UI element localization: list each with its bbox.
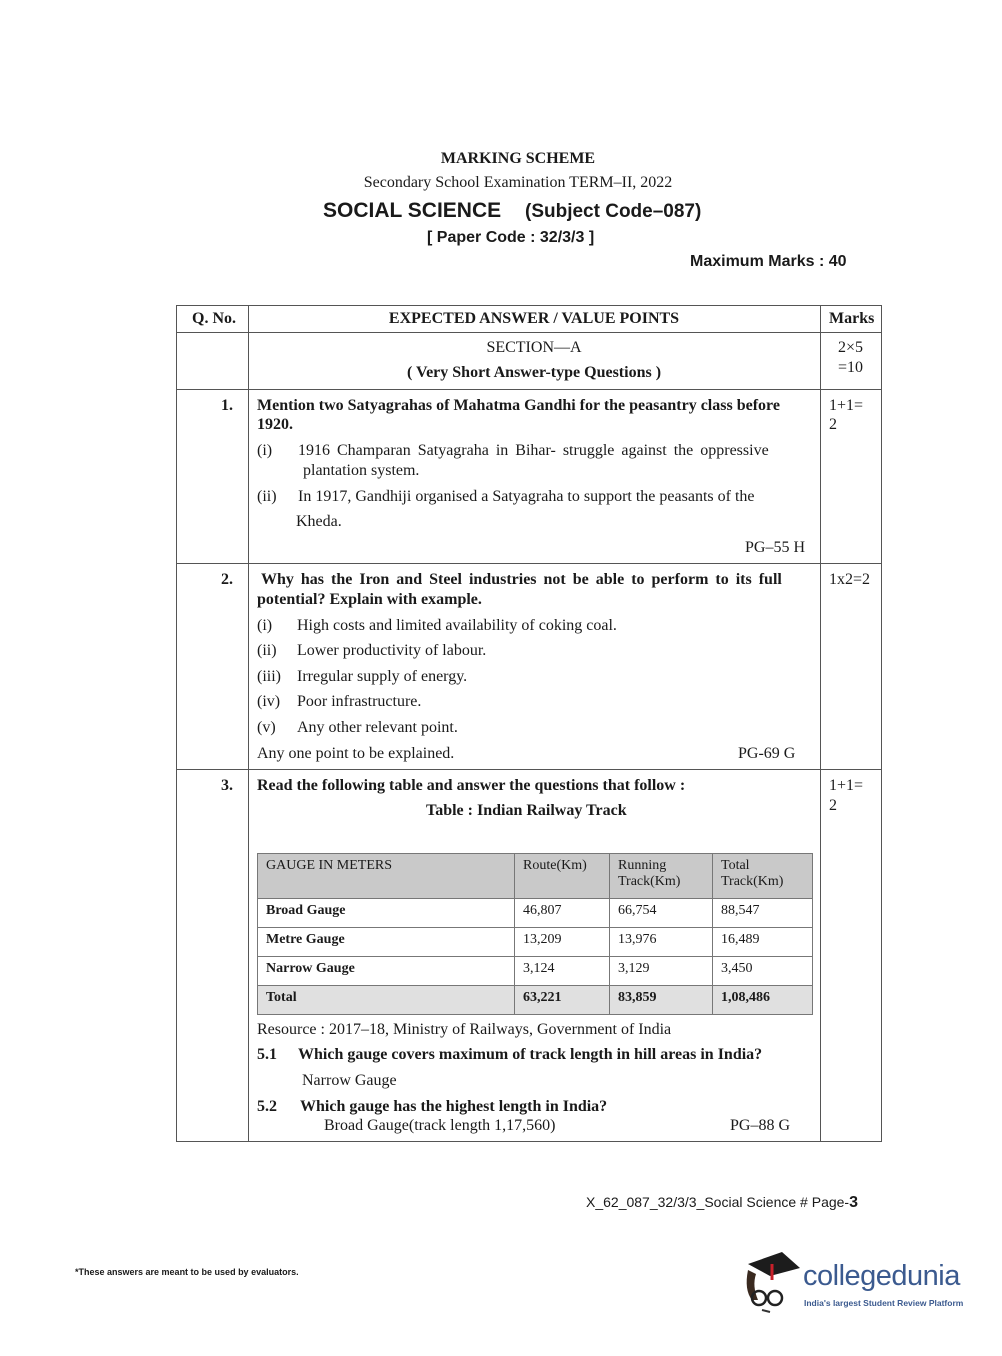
q1-question-cont: 1920. — [257, 416, 293, 433]
q2-point-num: (ii) — [257, 642, 277, 659]
q2-number: 2. — [221, 571, 233, 588]
cell: 3,124 — [515, 957, 610, 986]
section-marks-total: =10 — [838, 359, 864, 376]
cell: Narrow Gauge — [258, 957, 515, 986]
collegedunia-logo: collegedunia — [803, 1260, 960, 1292]
page-reference — [586, 1194, 858, 1212]
table-divider — [820, 305, 821, 1142]
subq-question: Which gauge covers maximum of track length in hill areas in India? — [298, 1046, 763, 1063]
header-cell: Running Track(Km) — [610, 854, 713, 899]
q1-marks-total: 2 — [829, 416, 837, 433]
q1-number: 1. — [221, 397, 233, 414]
table-divider — [176, 563, 882, 564]
cell: 13,976 — [610, 928, 713, 957]
q2-point-num: (i) — [257, 617, 273, 634]
subq-answer: Broad Gauge(track length 1,17,560) — [324, 1117, 556, 1134]
q2-page-ref: PG-69 G — [738, 745, 796, 762]
page-number: 3 — [849, 1194, 858, 1211]
q3-number: 3. — [221, 777, 233, 794]
cell: 88,547 — [713, 899, 813, 928]
collegedunia-mascot-icon — [742, 1250, 802, 1314]
cell: 13,209 — [515, 928, 610, 957]
logo-tagline: India's largest Student Review Platform — [804, 1298, 964, 1308]
cell: 63,221 — [515, 986, 610, 1015]
q3-marks-total: 2 — [829, 797, 837, 814]
header-cell: Route(Km) — [515, 854, 610, 899]
cell: 3,450 — [713, 957, 813, 986]
cell: Total — [258, 986, 515, 1015]
subq-question: Which gauge has the highest length in India? — [300, 1098, 608, 1115]
subq-number: 5.2 — [257, 1098, 277, 1115]
table-row — [258, 928, 813, 957]
q2-note: Any one point to be explained. — [257, 745, 455, 762]
table-border — [176, 305, 882, 306]
subject-title: SOCIAL SCIENCE — [323, 199, 502, 222]
table-row — [258, 957, 813, 986]
q1-point: 1916 Champaran Satyagraha in Bihar- struggle against the oppressive — [298, 442, 769, 459]
subq-number: 5.1 — [257, 1046, 277, 1063]
table-border — [176, 1141, 882, 1142]
q2-point: Irregular supply of energy. — [297, 668, 468, 685]
doc-title: MARKING SCHEME — [440, 150, 596, 167]
q1-marks: 1+1= — [829, 397, 864, 414]
cell: 46,807 — [515, 899, 610, 928]
subject-code: (Subject Code–087) — [525, 201, 702, 222]
q2-marks: 1x2=2 — [829, 571, 871, 588]
table-source: Resource : 2017–18, Ministry of Railways, Government of India — [257, 1021, 672, 1038]
q1-point: In 1917, Gandhiji organised a Satyagraha to support the peasants of the — [298, 488, 755, 505]
q2-question-cont: potential? Explain with example. — [257, 591, 482, 608]
section-marks: 2×5 — [838, 339, 864, 356]
table-divider — [176, 769, 882, 770]
header-cell: GAUGE IN METERS — [258, 854, 515, 899]
cell: 3,129 — [610, 957, 713, 986]
subq-answer: Narrow Gauge — [302, 1072, 397, 1089]
table-border — [176, 305, 177, 1142]
q1-point-cont: Kheda. — [296, 513, 342, 530]
q1-page-ref: PG–55 H — [745, 539, 806, 556]
section-title: SECTION—A — [486, 339, 582, 356]
cell: 83,859 — [610, 986, 713, 1015]
q2-point: Any other relevant point. — [297, 719, 458, 736]
col-header-marks: Marks — [829, 310, 875, 327]
railway-track-table — [257, 853, 813, 1015]
paper-code: [ Paper Code : 32/3/3 ] — [427, 229, 595, 246]
page-ref-text: X_62_087_32/3/3_Social Science # Page- — [586, 1194, 850, 1210]
cell: Metre Gauge — [258, 928, 515, 957]
maximum-marks: Maximum Marks : 40 — [690, 253, 847, 270]
q3-marks: 1+1= — [829, 777, 864, 794]
exam-name: Secondary School Examination TERM–II, 2022 — [363, 174, 673, 191]
q3-question: Read the following table and answer the questions that follow : — [257, 777, 686, 794]
q2-point: Lower productivity of labour. — [297, 642, 487, 659]
q2-point-num: (v) — [257, 719, 276, 736]
table-total-row — [258, 986, 813, 1015]
q2-point-num: (iii) — [257, 668, 281, 685]
table-divider — [248, 305, 249, 1142]
q2-point: High costs and limited availability of coking coal. — [297, 617, 617, 634]
table-header-row — [258, 854, 813, 899]
q2-question: Why has the Iron and Steel industries not be able to perform to its full — [261, 571, 782, 588]
section-subtitle: ( Very Short Answer-type Questions ) — [406, 364, 662, 381]
rail-table-title: Table : Indian Railway Track — [426, 802, 627, 819]
cell: 1,08,486 — [713, 986, 813, 1015]
cell: 66,754 — [610, 899, 713, 928]
evaluator-note: *These answers are meant to be used by evaluators. — [75, 1267, 299, 1277]
table-divider — [176, 389, 882, 390]
q2-point: Poor infrastructure. — [297, 693, 422, 710]
q1-point-num: (i) — [257, 442, 273, 459]
table-row — [258, 899, 813, 928]
q1-point-num: (ii) — [257, 488, 277, 505]
q3-page-ref: PG–88 G — [730, 1117, 791, 1134]
col-header-qno: Q. No. — [192, 310, 236, 327]
q1-question: Mention two Satyagrahas of Mahatma Gandhi for the peasantry class before — [257, 397, 780, 414]
header-cell: Total Track(Km) — [713, 854, 813, 899]
cell: 16,489 — [713, 928, 813, 957]
table-divider — [176, 332, 882, 333]
table-border — [881, 305, 882, 1142]
col-header-answer: EXPECTED ANSWER / VALUE POINTS — [388, 310, 680, 327]
q2-point-num: (iv) — [257, 693, 281, 710]
cell: Broad Gauge — [258, 899, 515, 928]
q1-point-cont: plantation system. — [303, 462, 420, 479]
